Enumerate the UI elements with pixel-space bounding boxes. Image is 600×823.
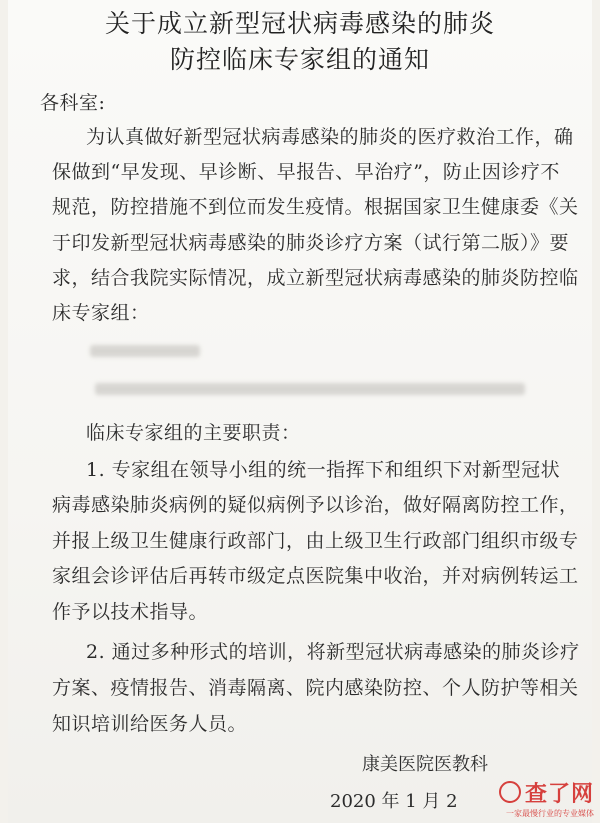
notice-title-line-2: 防控临床专家组的通知 (169, 45, 430, 74)
duty-1-line: 并报上级卫生健康行政部门，由上级卫生行政部门组织市级专 (52, 530, 579, 552)
duty-2-line: 2. 通过多种形式的培训，将新型冠状病毒感染的肺炎诊疗 (86, 641, 580, 663)
redacted-name (90, 345, 200, 357)
paragraph-line: 为认真做好新型冠状病毒感染的肺炎的医疗救治工作，确 (86, 126, 574, 148)
signature-date: 2020 年 1 月 2 (330, 791, 458, 812)
duty-2-line: 方案、疫情报告、消毒隔离、院内感染防控、个人防护等相关 (52, 677, 579, 699)
duty-1-line: 作予以技术指导。 (52, 601, 209, 623)
duty-2-line: 知识培训给医务人员。 (52, 713, 248, 735)
salutation: 各科室: (40, 92, 106, 114)
watermark-slogan: 一家最慢行业的专业媒体 (506, 809, 594, 818)
duty-1-line: 病毒感染肺炎病例的疑似病例予以诊治，做好隔离防控工作， (52, 494, 579, 516)
duty-1-line: 1. 专家组在领导小组的统一指挥下和组织下对新型冠状 (86, 459, 561, 481)
duties-heading: 临床专家组的主要职责： (86, 422, 301, 444)
redacted-member-list (95, 383, 525, 395)
paragraph-line: 床专家组： (52, 302, 150, 324)
magnifier-icon (499, 781, 521, 803)
paragraph-line: 保做到“早发现、早诊断、早报告、早治疗”，防止因诊疗不 (52, 161, 560, 183)
paragraph-line: 求，结合我院实际情况，成立新型冠状病毒感染的肺炎防控临 (52, 267, 579, 289)
paragraph-line: 于印发新型冠状病毒感染的肺炎诊疗方案（试行第二版）》要 (52, 232, 570, 254)
site-watermark (499, 777, 594, 819)
paragraph-line: 规范，防控措施不到位而发生疫情。根据国家卫生健康委《关 (52, 196, 579, 218)
notice-title-line-1: 关于成立新型冠状病毒感染的肺炎 (104, 9, 495, 38)
duty-1-line: 家组会诊评估后再转市级定点医院集中收治，并对病例转运工 (52, 565, 579, 587)
watermark-brand: 查了网 (499, 777, 594, 808)
signature-organization: 康美医院医教科 (362, 754, 488, 775)
